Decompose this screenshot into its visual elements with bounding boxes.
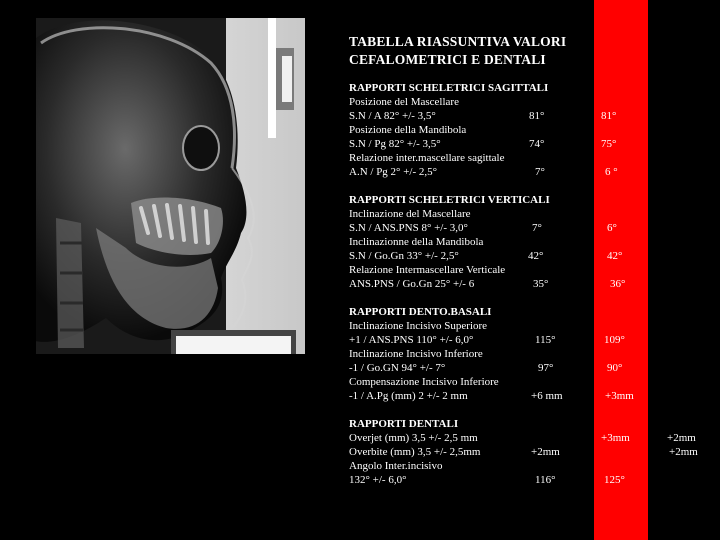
- row-label: Inclinazione Incisivo Superiore: [349, 320, 488, 332]
- section-heading: RAPPORTI DENTALI: [349, 418, 459, 430]
- row-label: Relazione Intermascellare Verticale: [349, 264, 506, 276]
- row-value-2: 125°: [604, 474, 625, 486]
- row-value-1: 7°: [535, 166, 545, 178]
- row-value-2: 36°: [610, 278, 626, 290]
- row-value-2: 6°: [607, 222, 617, 234]
- row-label: Inclinazione del Mascellare: [349, 208, 471, 220]
- row-value-1: +2mm: [531, 446, 560, 458]
- row-value-1: 35°: [533, 278, 549, 290]
- row-value-3: +2mm: [667, 432, 696, 444]
- row-value-2: +3mm: [601, 432, 630, 444]
- row-value-2: 42°: [607, 250, 623, 262]
- row-label: S.N / Go.Gn 33° +/- 2,5°: [349, 250, 459, 262]
- row-value-2: +3mm: [605, 390, 634, 402]
- row-value-1: 97°: [538, 362, 554, 374]
- cephalometric-xray-image: [36, 18, 305, 354]
- row-label: A.N / Pg 2° +/- 2,5°: [349, 166, 438, 178]
- row-label: Overbite (mm) 3,5 +/- 2,5mm: [349, 446, 481, 458]
- row-label: Posizione della Mandibola: [349, 124, 467, 136]
- row-label: Compensazione Incisivo Inferiore: [349, 376, 499, 388]
- row-label: Overjet (mm) 3,5 +/- 2,5 mm: [349, 432, 478, 444]
- row-value-2: 90°: [607, 362, 623, 374]
- row-value-1: 74°: [529, 138, 545, 150]
- row-label: Relazione inter.mascellare sagittale: [349, 152, 505, 164]
- row-label: S.N / A 82° +/- 3,5°: [349, 110, 436, 122]
- row-value-2: 75°: [601, 138, 617, 150]
- row-label: Inclinazionne della Mandibola: [349, 236, 484, 248]
- page-title-line2: CEFALOMETRICI E DENTALI: [349, 52, 546, 67]
- row-value-2: 81°: [601, 110, 617, 122]
- row-label: +1 / ANS.PNS 110° +/- 6,0°: [349, 334, 474, 346]
- section-heading: RAPPORTI SCHELETRICI VERTICALI: [349, 194, 550, 206]
- red-value-column: [594, 0, 648, 540]
- row-value-1: 7°: [532, 222, 542, 234]
- row-label: -1 / Go.GN 94° +/- 7°: [349, 362, 446, 374]
- row-value-2: 109°: [604, 334, 625, 346]
- row-label: S.N / ANS.PNS 8° +/- 3,0°: [349, 222, 468, 234]
- page-title-line1: TABELLA RIASSUNTIVA VALORI: [349, 34, 567, 49]
- row-value-1: 115°: [535, 334, 556, 346]
- row-label: -1 / A.Pg (mm) 2 +/- 2 mm: [349, 390, 468, 402]
- row-label: Angolo Inter.incisivo: [349, 460, 443, 472]
- row-value-1: 81°: [529, 110, 545, 122]
- section-heading: RAPPORTI SCHELETRICI SAGITTALI: [349, 82, 549, 94]
- row-label: Inclinazione Incisivo Inferiore: [349, 348, 483, 360]
- row-label: Posizione del Mascellare: [349, 96, 459, 108]
- row-value-2: 6 °: [605, 166, 618, 178]
- row-value-1: 116°: [535, 474, 556, 486]
- row-value-1: 42°: [528, 250, 544, 262]
- row-label: S.N / Pg 82° +/- 3,5°: [349, 138, 441, 150]
- row-label: ANS.PNS / Go.Gn 25° +/- 6: [349, 278, 475, 290]
- section-heading: RAPPORTI DENTO.BASALI: [349, 306, 492, 318]
- row-value-3: +2mm: [669, 446, 698, 458]
- row-value-1: +6 mm: [531, 390, 563, 402]
- row-label: 132° +/- 6,0°: [349, 474, 407, 486]
- xray-skull-icon: [36, 18, 305, 354]
